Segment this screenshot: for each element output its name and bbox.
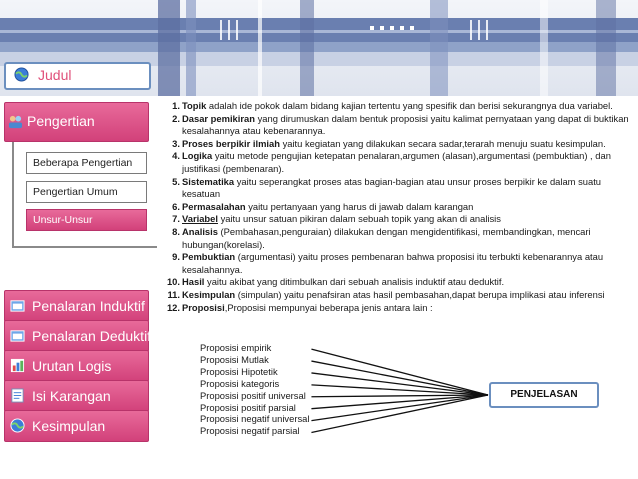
proposition-item: Proposisi negatif universal (200, 413, 310, 425)
proposition-item: Proposisi positif parsial (200, 401, 296, 413)
connector-line (311, 395, 488, 421)
item-number: 2. (172, 112, 180, 124)
header-dot (390, 26, 394, 30)
item-term: Sistematika (182, 175, 235, 187)
item-term: Kesimpulan (182, 288, 236, 300)
item-description: yaitu kegiatan yang dilakukan secara sadar,terarah menuju suatu kesimpulan. (279, 137, 606, 149)
item-number: 8. (172, 225, 180, 237)
header-dot (410, 26, 414, 30)
globe-icon (10, 418, 25, 433)
item-description: (Pembahasan,penguraian) dilakukan dengan mengidentifikasi, membandingkan, mencari hubungan(korelasi). (182, 225, 591, 250)
list-item (160, 138, 634, 151)
list-item (160, 226, 634, 251)
proposition-item: Proposisi Hipotetik (200, 365, 278, 377)
item-description: (simpulan) yaitu penafsiran atas hasil pembasahan,dapat berupa implikasi atau inferensi (235, 288, 605, 300)
header-tick (478, 20, 480, 40)
header-vbar (186, 0, 196, 96)
proposition-item: Proposisi kategoris (200, 377, 280, 389)
chart-icon (10, 358, 25, 373)
header-vbar (158, 0, 180, 96)
subnav-label: Pengertian Umum (33, 186, 118, 198)
item-term: Permasalahan (182, 200, 246, 212)
item-description: ,Proposisi mempunyai beberapa jenis antara lain : (224, 301, 433, 313)
list-item (160, 150, 634, 175)
list-item (160, 289, 634, 302)
item-term: Variabel (182, 213, 218, 225)
connector-line (311, 395, 488, 397)
item-term: Logika (182, 150, 213, 162)
item-description: yang dirumuskan dalam bentuk proposisi yaitu kalimat pernyataan yang dapat di buktikan kesalahannya atau kebenarannya. (182, 112, 629, 137)
connector-line (311, 395, 488, 432)
item-list (160, 100, 634, 314)
folder-icon (10, 298, 25, 313)
subnav-label: Beberapa Pengertian (33, 157, 133, 169)
proposition-item: Proposisi negatif parsial (200, 425, 300, 437)
item-term: Topik (182, 100, 207, 111)
item-number: 1. (172, 100, 180, 111)
header-dot (380, 26, 384, 30)
penjelasan-button[interactable]: PENJELASAN (489, 382, 599, 408)
item-number: 4. (172, 150, 180, 162)
subnav-pengertian-umum[interactable] (26, 181, 147, 203)
nav-judul-label: Judul (38, 67, 72, 83)
subnav-beberapa-pengertian[interactable] (26, 152, 147, 174)
connector-line (311, 373, 488, 395)
nav-urutan-logis[interactable] (4, 350, 149, 382)
item-term: Hasil (182, 276, 205, 288)
proposition-item: Proposisi Mutlak (200, 353, 269, 365)
subnav-unsur-unsur[interactable] (26, 209, 147, 231)
header-vbar (258, 0, 262, 96)
item-number: 7. (172, 213, 180, 225)
header-tick (486, 20, 488, 40)
item-number: 9. (172, 251, 180, 263)
nav-label: Isi Karangan (32, 388, 111, 404)
nav-pengertian-label: Pengertian (27, 113, 95, 129)
list-item (160, 302, 634, 315)
header-vbar (596, 0, 616, 96)
header-dot (370, 26, 374, 30)
nav-isi-karangan[interactable] (4, 380, 149, 412)
header-tick (228, 20, 230, 40)
list-item (160, 176, 634, 201)
header-tick (470, 20, 472, 40)
item-term: Analisis (182, 225, 218, 237)
list-item (160, 100, 634, 113)
nav-label: Penalaran Deduktif (32, 328, 152, 344)
item-number: 11. (167, 288, 180, 300)
proposition-item: Proposisi positif universal (200, 389, 306, 401)
list-item (160, 213, 634, 226)
item-term: Proposisi (182, 301, 225, 313)
globe-icon (14, 67, 29, 82)
connector-line (311, 385, 488, 395)
nav-label: Kesimpulan (32, 418, 106, 434)
item-number: 5. (172, 175, 180, 187)
sidebar (0, 67, 155, 479)
nav-penalaran-deduktif[interactable] (4, 320, 152, 352)
document-icon (10, 388, 25, 403)
item-description: yaitu pertanyaan yang harus di jawab dalam karangan (245, 200, 474, 212)
proposition-item: Proposisi empirik (200, 342, 272, 353)
item-description: yaitu metode pengujian ketepatan penalaran,argumen (alasan),argumentasi (pembuktian) , dan justifikasi (pembenaran). (182, 150, 611, 174)
item-term: Dasar pemikiran (182, 112, 255, 124)
nav-pengertian[interactable] (4, 102, 149, 142)
item-description: adalah ide pokok dalam bidang kajian tertentu yang spesifik dan berisi sekurangnya dua variabel. (206, 100, 613, 111)
item-number: 6. (172, 200, 180, 212)
header-tick (220, 20, 222, 40)
proposition-list (200, 342, 309, 437)
nav-penalaran-induktif[interactable] (4, 290, 149, 322)
item-number: 10. (166, 276, 180, 288)
list-item (160, 201, 634, 214)
item-description: yaitu unsur satuan pikiran dalam sebuah topik yang akan di analisis (217, 213, 501, 225)
item-description: (argumentasi) yaitu proses pembenaran bahwa proposisi itu terbukti kebenarannya atau kesalahannya. (182, 251, 604, 275)
header-dot (400, 26, 404, 30)
list-item (160, 113, 634, 138)
header-tick (236, 20, 238, 40)
header-vbar (540, 0, 548, 96)
list-item (160, 251, 634, 276)
nav-label: Urutan Logis (32, 358, 112, 374)
item-description: yaitu akibat yang ditimbulkan dari sebuah analisis induktif atau deduktif. (204, 276, 505, 288)
subnav-label: Unsur-Unsur (33, 214, 93, 226)
item-term: Proses berpikir ilmiah (182, 137, 280, 149)
connector-line (311, 361, 488, 395)
item-description: yaitu seperangkat proses atas bagian-bagian atau unsur proses berpikir ke dalam suatu kesatuan (182, 175, 602, 200)
nav-label: Penalaran Induktif (32, 298, 145, 314)
nav-judul[interactable] (4, 62, 151, 90)
item-term: Pembuktian (182, 251, 236, 263)
people-icon (8, 114, 23, 129)
content-list (160, 100, 634, 314)
folder-icon (10, 328, 25, 343)
header-vbar (300, 0, 314, 96)
header-vbar (430, 0, 448, 96)
item-number: 12. (166, 301, 180, 313)
connector-line (311, 349, 488, 395)
list-item (160, 276, 634, 289)
item-number: 3. (172, 137, 180, 149)
connector-line (311, 395, 488, 409)
nav-kesimpulan[interactable] (4, 410, 149, 442)
